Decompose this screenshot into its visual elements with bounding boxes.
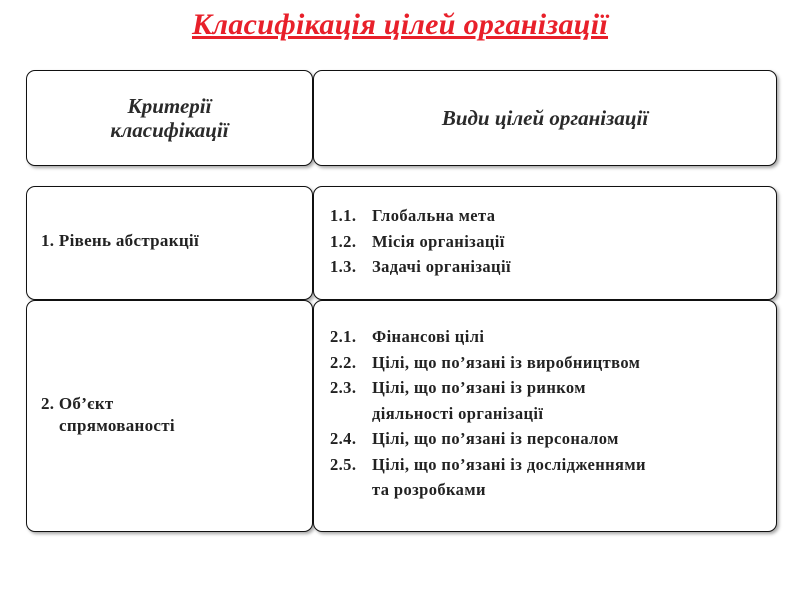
goal-item — [330, 324, 768, 350]
goal-item — [330, 254, 768, 280]
goal-text: Глобальна мета — [372, 206, 496, 225]
goal-number: 1.1. — [330, 206, 357, 225]
goal-item — [330, 203, 768, 229]
row-2-goal-list — [330, 324, 768, 503]
header-types-cell — [313, 70, 777, 166]
row-1-criterion-cell — [26, 186, 313, 300]
goal-text: Цілі, що по’язані із виробництвом — [372, 352, 641, 372]
goal-number: 1.2. — [330, 231, 357, 251]
goal-text: Цілі, що по’язані із персоналом — [372, 429, 619, 448]
goal-item — [330, 426, 768, 452]
row-1-types-cell — [313, 186, 777, 300]
goal-number: 2.1. — [330, 327, 357, 346]
goal-number: 2.2. — [330, 352, 357, 372]
goal-item — [330, 375, 768, 426]
goal-item — [330, 452, 768, 503]
row-2-criterion-line-2: спрямованості — [59, 416, 175, 435]
row-2-criterion-cell — [26, 300, 313, 532]
header-criteria-cell — [26, 70, 313, 166]
diagram-title: Класифікація цілей організації — [191, 8, 609, 41]
row-2-criterion-line-1: 2. Об’єкт — [41, 394, 114, 413]
row-1-criterion — [41, 230, 302, 252]
header-types-label: Види цілей організації — [441, 105, 649, 130]
goal-number: 1.3. — [330, 257, 357, 276]
goal-item — [330, 350, 768, 376]
goal-text-line: Цілі, що по’язані із дослідженнями — [372, 454, 646, 474]
goal-text — [372, 375, 768, 426]
goal-text-line: та розробками — [372, 480, 486, 499]
header-criteria-line-1: Критерії — [127, 93, 212, 118]
goal-text: Фінансові цілі — [372, 327, 485, 346]
goal-item — [330, 229, 768, 255]
goal-number: 2.5. — [330, 454, 357, 474]
row-2-criterion — [41, 393, 302, 437]
goal-text-line: Цілі, що по’язані із ринком — [372, 378, 586, 397]
goal-number: 2.3. — [330, 378, 357, 397]
row-1-criterion-line-1: 1. Рівень абстракції — [41, 231, 199, 250]
row-2-types-cell — [313, 300, 777, 532]
goal-text: Задачі організації — [372, 257, 511, 276]
row-1-goal-list — [330, 203, 768, 280]
goal-text: Місія організації — [372, 231, 505, 251]
header-criteria-line-2: класифікації — [110, 118, 229, 142]
goal-text — [372, 452, 768, 503]
goal-text-line: діяльності організації — [372, 403, 544, 423]
goal-number: 2.4. — [330, 429, 357, 448]
